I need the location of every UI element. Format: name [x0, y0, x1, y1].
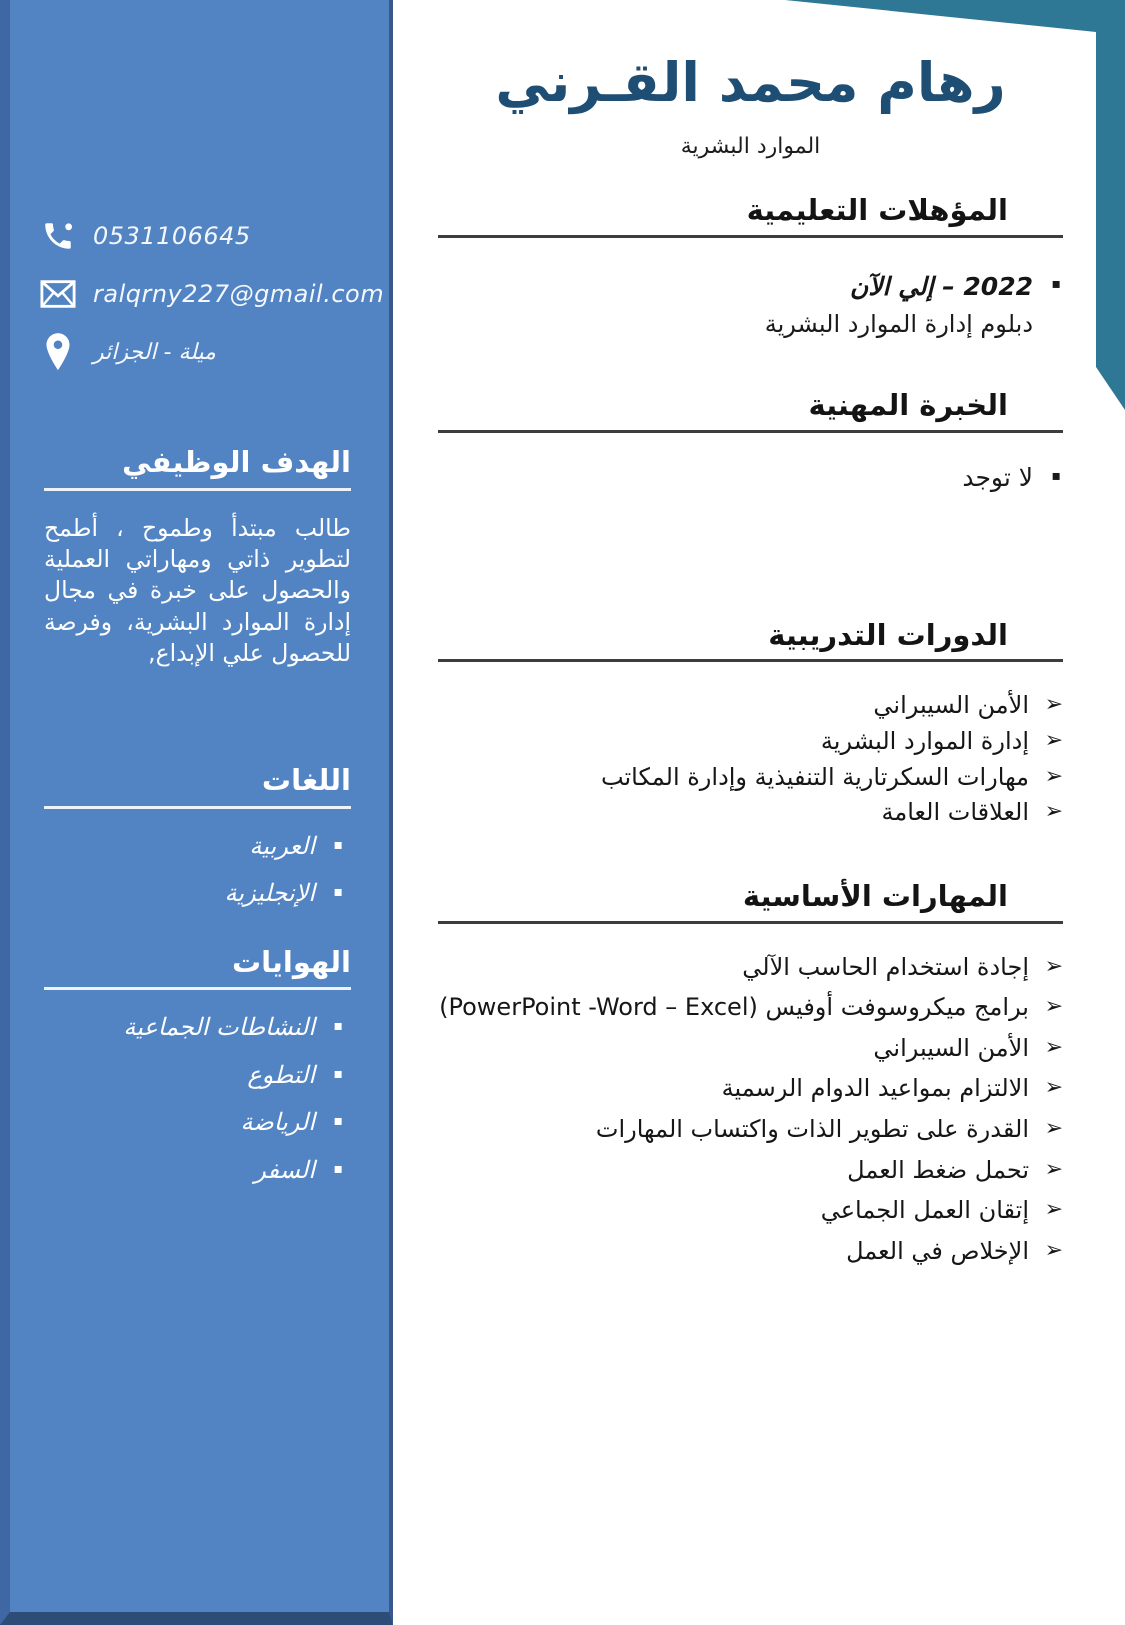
languages-title: اللغات: [261, 763, 351, 798]
course-item: ➢ إدارة الموارد البشرية: [820, 727, 1063, 756]
arrow-bullet-icon: ➢: [1044, 1034, 1063, 1060]
skills-list: [438, 954, 1063, 1266]
location-row: [40, 334, 359, 370]
skill-item: ➢ الأمن السيبراني: [873, 1033, 1063, 1062]
square-bullet-icon: ▪: [333, 1160, 343, 1177]
skill-item: ➢ الالتزام بمواعيد الدوام الرسمية: [721, 1074, 1063, 1103]
languages-underline: [44, 806, 351, 809]
experience-item: ▪ لا توجد: [962, 462, 1061, 492]
skills-title: المهارات الأساسية: [742, 878, 1008, 913]
courses-underline: [438, 659, 1063, 662]
education-section: [438, 193, 1063, 338]
experience-list: [438, 463, 1063, 492]
candidate-name: رهام محمد القـرني: [495, 51, 1006, 114]
arrow-bullet-icon: ➢: [1044, 728, 1063, 754]
square-bullet-icon: ▪: [1051, 467, 1061, 484]
course-item: ➢ الأمن السيبراني: [873, 691, 1063, 720]
hobby-item: ▪ السفر: [254, 1155, 343, 1184]
skill-item: ➢ إجادة استخدام الحاسب الآلي: [742, 952, 1063, 981]
skill-item: ➢ إتقان العمل الجماعي: [820, 1196, 1063, 1225]
experience-title: الخبرة المهنية: [808, 387, 1008, 422]
skill-item: ➢ برامج ميكروسوفت أوفيس (PowerPoint -Word – Excel): [439, 993, 1063, 1022]
courses-title: الدورات التدريبية: [768, 617, 1008, 652]
location-text: ميلة - الجزائر: [93, 339, 216, 365]
square-bullet-icon: ▪: [333, 1018, 343, 1035]
arrow-bullet-icon: ➢: [1044, 1075, 1063, 1101]
email-icon: [40, 276, 76, 312]
phone-number: 0531106645: [93, 222, 251, 250]
skills-underline: [438, 921, 1063, 924]
hobbies-list: [44, 1014, 351, 1183]
hobbies-title: الهوايات: [231, 944, 351, 979]
objective-title: الهدف الوظيفي: [122, 445, 351, 479]
arrow-bullet-icon: ➢: [1044, 692, 1063, 718]
arrow-bullet-icon: ➢: [1044, 1197, 1063, 1223]
education-period: 2022 – إلي الآن: [849, 271, 1033, 301]
phone-row: [40, 218, 359, 254]
candidate-job-title: الموارد البشرية: [680, 134, 821, 160]
square-bullet-icon: ▪: [333, 884, 343, 901]
objective-underline: [44, 488, 351, 491]
course-item: ➢ العلاقات العامة: [881, 798, 1063, 827]
skill-item: ➢ الإخلاص في العمل: [846, 1236, 1063, 1265]
languages-list: [44, 833, 351, 907]
phone-icon: [40, 218, 76, 254]
hobby-item: ▪ النشاطات الجماعية: [123, 1013, 343, 1042]
arrow-bullet-icon: ➢: [1044, 1237, 1063, 1263]
arrow-bullet-icon: ➢: [1044, 953, 1063, 979]
hobbies-section: [10, 945, 389, 1183]
languages-section: [10, 763, 389, 907]
email-address: ralqrny227@gmail.com: [93, 280, 385, 308]
objective-text: طالب مبتدأ وطموح ، أطمح لتطوير ذاتي ومهاراتي العملية والحصول على خبرة في مجال إدارة الموارد البشرية، وفرصة للحصول علي الإبداع,: [44, 513, 351, 667]
square-bullet-icon: ▪: [333, 1113, 343, 1130]
courses-list: [438, 692, 1063, 826]
education-underline: [438, 235, 1063, 238]
experience-underline: [438, 430, 1063, 433]
hobby-item: ▪ التطوع: [247, 1060, 343, 1089]
arrow-bullet-icon: ➢: [1044, 994, 1063, 1020]
arrow-bullet-icon: ➢: [1044, 1156, 1063, 1182]
email-row: [40, 276, 385, 312]
language-item: ▪ العربية: [249, 831, 343, 860]
arrow-bullet-icon: ➢: [1044, 799, 1063, 825]
skills-section: [438, 879, 1063, 1266]
square-bullet-icon: ▪: [333, 836, 343, 853]
square-bullet-icon: ▪: [1051, 275, 1061, 292]
location-icon: [40, 334, 76, 370]
language-item: ▪ الإنجليزية: [224, 879, 343, 908]
arrow-bullet-icon: ➢: [1044, 1116, 1063, 1142]
arrow-bullet-icon: ➢: [1044, 763, 1063, 789]
hobbies-underline: [44, 987, 351, 990]
main-column: [393, 0, 1125, 1625]
education-title: المؤهلات التعليمية: [746, 193, 1008, 228]
skill-item: ➢ القدرة على تطوير الذات واكتساب المهارات: [595, 1115, 1063, 1144]
course-item: ➢ مهارات السكرتارية التنفيذية وإدارة المكاتب: [600, 762, 1063, 791]
square-bullet-icon: ▪: [333, 1065, 343, 1082]
objective-section: [10, 445, 389, 669]
sidebar: [0, 0, 393, 1625]
courses-section: [438, 618, 1063, 827]
experience-section: [438, 388, 1063, 492]
hobby-item: ▪ الرياضة: [240, 1108, 343, 1137]
skill-item: ➢ تحمل ضغط العمل: [847, 1155, 1063, 1184]
education-degree: دبلوم إدارة الموارد البشرية: [764, 309, 1033, 338]
education-entry: [438, 272, 1063, 338]
contact-block: [10, 218, 389, 370]
